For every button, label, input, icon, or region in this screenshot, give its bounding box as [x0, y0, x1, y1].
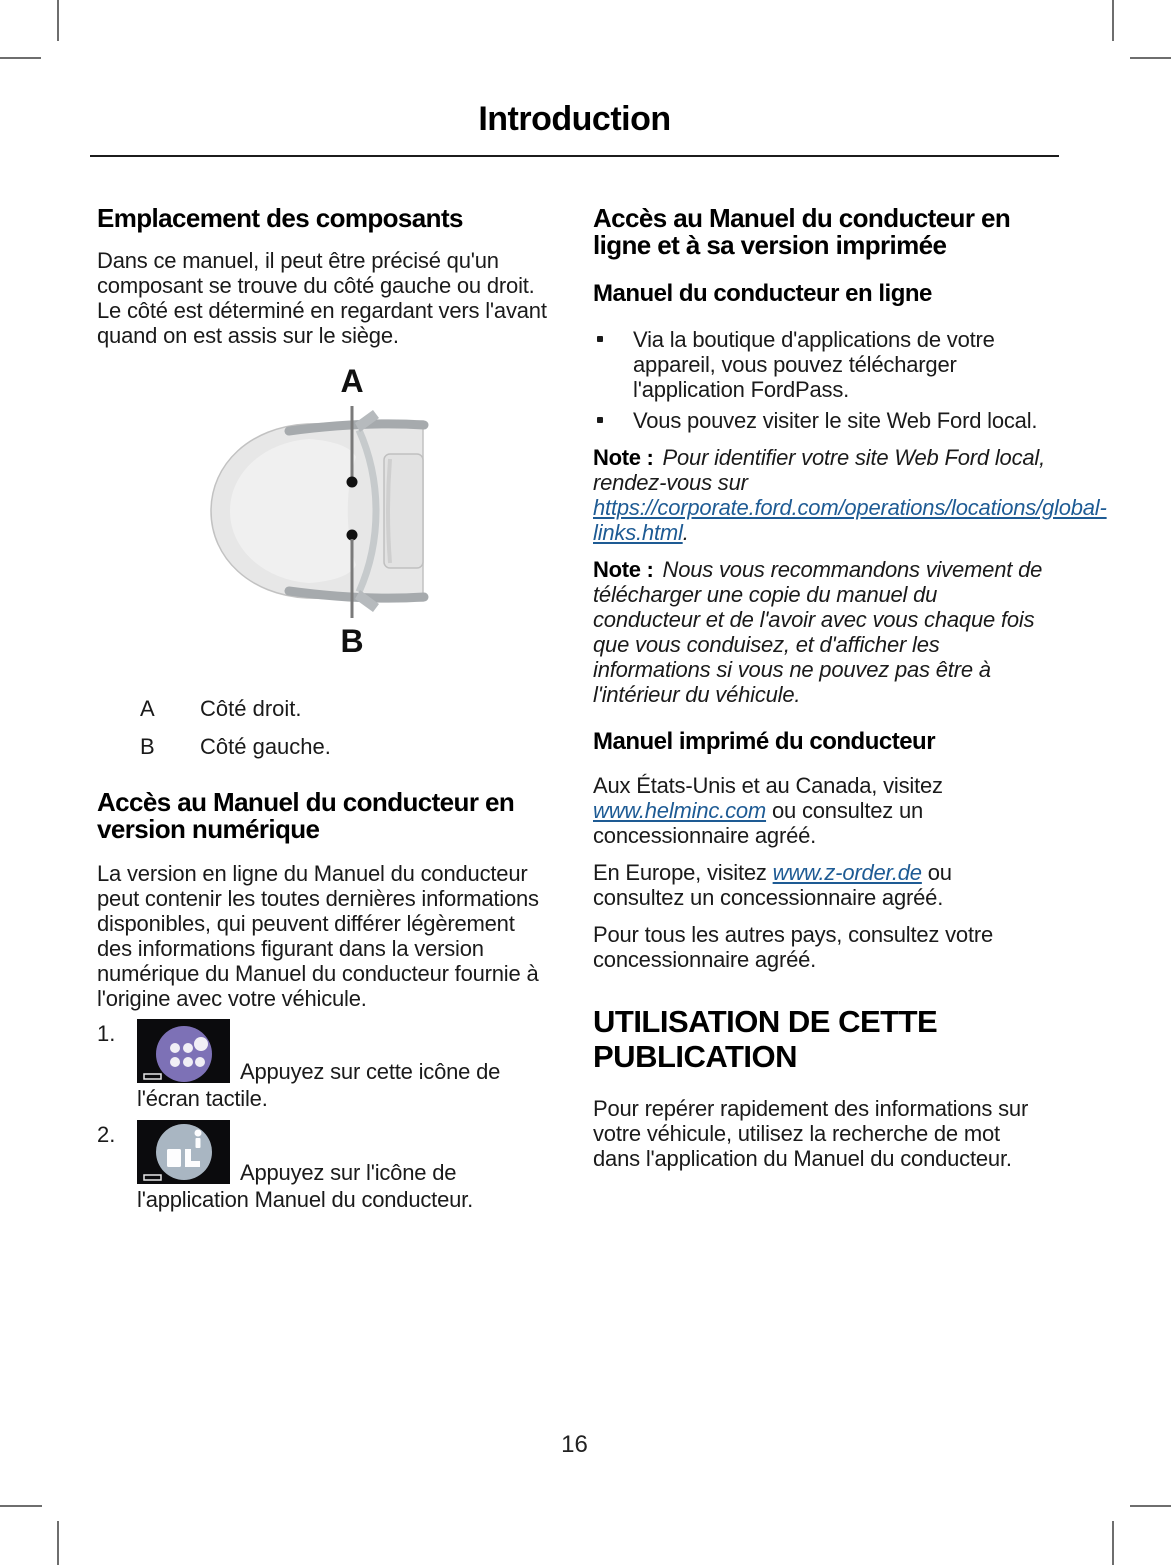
- step-1: [97, 1019, 549, 1112]
- crop-mark-top-left-h: [0, 57, 41, 59]
- figure-label-b: B: [340, 623, 364, 659]
- online-manual-bullets: [593, 327, 1045, 433]
- legend-key-a: A: [140, 696, 155, 721]
- digital-access-paragraph: La version en ligne du Manuel du conducteur peut contenir les toutes dernières informations disponibles, qui peuvent différer légèrement des informations figurant dans la version numérique du Manuel du conducteur fournie à l'origine avec votre véhicule.: [97, 861, 539, 1011]
- step-1-number: 1.: [97, 1021, 116, 1046]
- legend-row-a: [97, 696, 549, 721]
- bullet-item: [593, 327, 1045, 402]
- printed-other-paragraph: Pour tous les autres pays, consultez votre concessionnaire agréé.: [593, 922, 994, 972]
- printed-eu-text: En Europe, visitez: [593, 860, 773, 885]
- crop-mark-top-left-v: [57, 0, 59, 41]
- digital-access-steps: [97, 1019, 549, 1213]
- crop-mark-top-right-h: [1130, 57, 1171, 59]
- online-manual-subheading: Manuel du conducteur en ligne: [593, 280, 932, 307]
- left-column: [97, 157, 553, 1213]
- printed-us-text-after: ou consultez un concessionnaire agréé.: [593, 798, 924, 848]
- page-body: [97, 157, 1107, 1213]
- figure-label-a: A: [340, 363, 364, 399]
- usage-heading: UTILISATION DE CETTE PUBLICATION: [593, 1004, 938, 1074]
- bullet-1-text: Via la boutique d'applications de votre appareil, vous pouvez télécharger l'application FordPass.: [633, 327, 995, 402]
- step-2-number: 2.: [97, 1122, 116, 1147]
- bullet-item: [593, 408, 1045, 433]
- page-title: Introduction: [478, 100, 671, 138]
- owner-manual-app-icon: [137, 1120, 230, 1184]
- usage-paragraph: Pour repérer rapidement des informations sur votre véhicule, utilisez la recherche de mot dans l'application du Manuel du conducteur.: [593, 1096, 1029, 1171]
- figure-legend: [97, 696, 549, 759]
- legend-value-b: Côté gauche.: [200, 734, 331, 759]
- page-number: 16: [561, 1431, 588, 1458]
- printed-us-paragraph: [593, 773, 1045, 848]
- printed-us-text: Aux États-Unis et au Canada, visitez: [593, 773, 943, 798]
- step-2: [97, 1120, 549, 1213]
- note-website: [593, 445, 1107, 545]
- bullet-2-text: Vous pouvez visiter le site Web Ford local.: [633, 408, 1038, 433]
- digital-access-heading: Accès au Manuel du conducteur en version numérique: [97, 787, 515, 844]
- vehicle-top-view-image: [97, 363, 545, 666]
- note-label: Note :: [593, 557, 654, 582]
- crop-mark-bottom-left-v: [57, 1521, 59, 1565]
- step-2-body: [137, 1120, 549, 1213]
- note-label: Note :: [593, 445, 654, 470]
- components-paragraph: Dans ce manuel, il peut être précisé qu'un composant se trouve du côté gauche ou droit. Le côté est déterminé en regardant vers l'avant quand on est assis sur le siège.: [97, 248, 553, 348]
- printed-eu-paragraph: [593, 860, 1045, 910]
- ford-locations-link[interactable]: https://corporate.ford.com/operations/locations/global-links.html: [593, 495, 1107, 545]
- components-heading: Emplacement des composants: [97, 203, 463, 233]
- crop-mark-bottom-left-h: [0, 1505, 42, 1507]
- legend-key-b: B: [140, 734, 155, 759]
- crop-mark-bottom-right-v: [1112, 1521, 1114, 1565]
- crop-mark-top-right-v: [1112, 0, 1114, 41]
- legend-value-a: Côté droit.: [200, 696, 302, 721]
- note-download-text: Nous vous recommandons vivement de télécharger une copie du manuel du conducteur et de l'avoir avec vous chaque fois que vous conduisez, et d'afficher les informations si vous ne pouvez pas être à l'intérieur du véhicule.: [593, 557, 1043, 707]
- step-1-text: Appuyez sur cette icône de l'écran tactile.: [137, 1059, 501, 1111]
- access-heading: Accès au Manuel du conducteur en ligne et à sa version imprimée: [593, 203, 1011, 260]
- printed-eu-text-after: ou consultez un concessionnaire agréé.: [593, 860, 952, 910]
- helminc-link[interactable]: www.helminc.com: [593, 798, 767, 823]
- note-website-text: Pour identifier votre site Web Ford local, rendez-vous sur: [593, 445, 1046, 495]
- note-download: [593, 557, 1045, 707]
- legend-row-b: [97, 734, 549, 759]
- printed-manual-subheading: Manuel imprimé du conducteur: [593, 728, 936, 755]
- z-order-link[interactable]: www.z-order.de: [772, 860, 922, 885]
- crop-mark-bottom-right-h: [1130, 1505, 1171, 1507]
- note-website-period: .: [682, 520, 689, 545]
- vehicle-figure: [97, 363, 545, 666]
- right-column: [593, 157, 1107, 1213]
- apps-grid-icon: [137, 1019, 230, 1083]
- step-2-text: Appuyez sur l'icône de l'application Manuel du conducteur.: [137, 1160, 473, 1212]
- step-1-body: [137, 1019, 549, 1112]
